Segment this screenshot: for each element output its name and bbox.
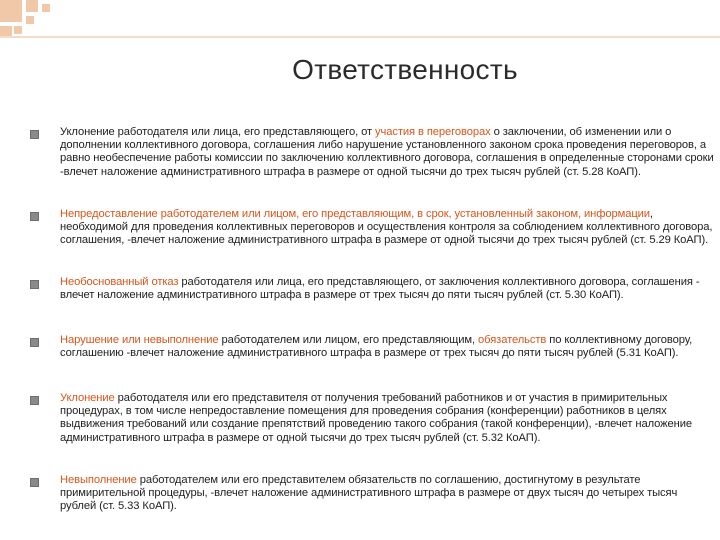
square-bullet-icon bbox=[30, 212, 39, 221]
header-decoration bbox=[0, 0, 720, 50]
item-text: Необоснованный отказ работодателя или лица, его представляющего, от заключения коллективного договора, соглашения - влечет наложение административного штрафа в размере от трех тысяч до пяти тысяч рублей (ст. 5.30 КоАП). bbox=[60, 276, 700, 302]
square-bullet-icon bbox=[30, 478, 39, 487]
decor-square bbox=[26, 16, 34, 24]
item-text: Непредоставление работодателем или лицом, его представляющим, в срок, установленный законом, информации, необходимой для проведения коллективных переговоров и осуществления контроля за соблюдением коллективного договора, соглашения, -влечет наложение административного штрафа в размере от одной тысячи до трех тысяч рублей (ст. 5.29 КоАП). bbox=[60, 208, 713, 247]
item-text: Уклонение работодателя или лица, его представляющего, от участия в переговорах о заключении, об изменении или о дополнении коллективного договора, соглашения либо нарушение установленного законом срока проведения переговоров, а равно необеспечение работы комиссии по заключению коллективного договора, соглашения в определенные сторонами сроки -влечет наложение административного штрафа в размере от одной тысячи до трех тысяч рублей (ст. 5.28 КоАП). bbox=[60, 126, 714, 178]
square-bullet-icon bbox=[30, 280, 39, 289]
decor-square bbox=[26, 0, 38, 12]
slide-title: Ответственность bbox=[292, 54, 518, 85]
decor-rule bbox=[0, 36, 720, 38]
square-bullet-icon bbox=[30, 396, 39, 405]
decor-square bbox=[0, 0, 22, 22]
item-text: Нарушение или невыполнение работодателем или лицом, его представляющим, обязательств по коллективному договору, соглашению -влечет наложение административного штрафа в размере от трех тысяч до пяти тысяч рублей (5.31 КоАП). bbox=[60, 334, 693, 360]
square-bullet-icon bbox=[30, 130, 39, 139]
square-bullet-icon bbox=[30, 338, 39, 347]
item-text: Невыполнение работодателем или его представителем обязательств по соглашению, достигнутому в результате примирительной процедуры, -влечет наложение административного штрафа в размере от двух тысяч до четырех тысяч рублей (ст. 5.33 КоАП). bbox=[60, 474, 678, 513]
decor-square bbox=[14, 26, 22, 34]
item-text: Уклонение работодателя или его представителя от получения требований работников и от участия в примирительных процедурах, в том числе непредоставление помещения для проведения собрания (конференции) работников в целях выдвижения требований или создание препятствий проведению такого собрания (такой конференции), -влечет наложение административного штрафа в размере от одной тысячи до трех тысяч рублей (ст. 5.32 КоАП). bbox=[60, 392, 692, 444]
decor-square bbox=[42, 4, 50, 12]
